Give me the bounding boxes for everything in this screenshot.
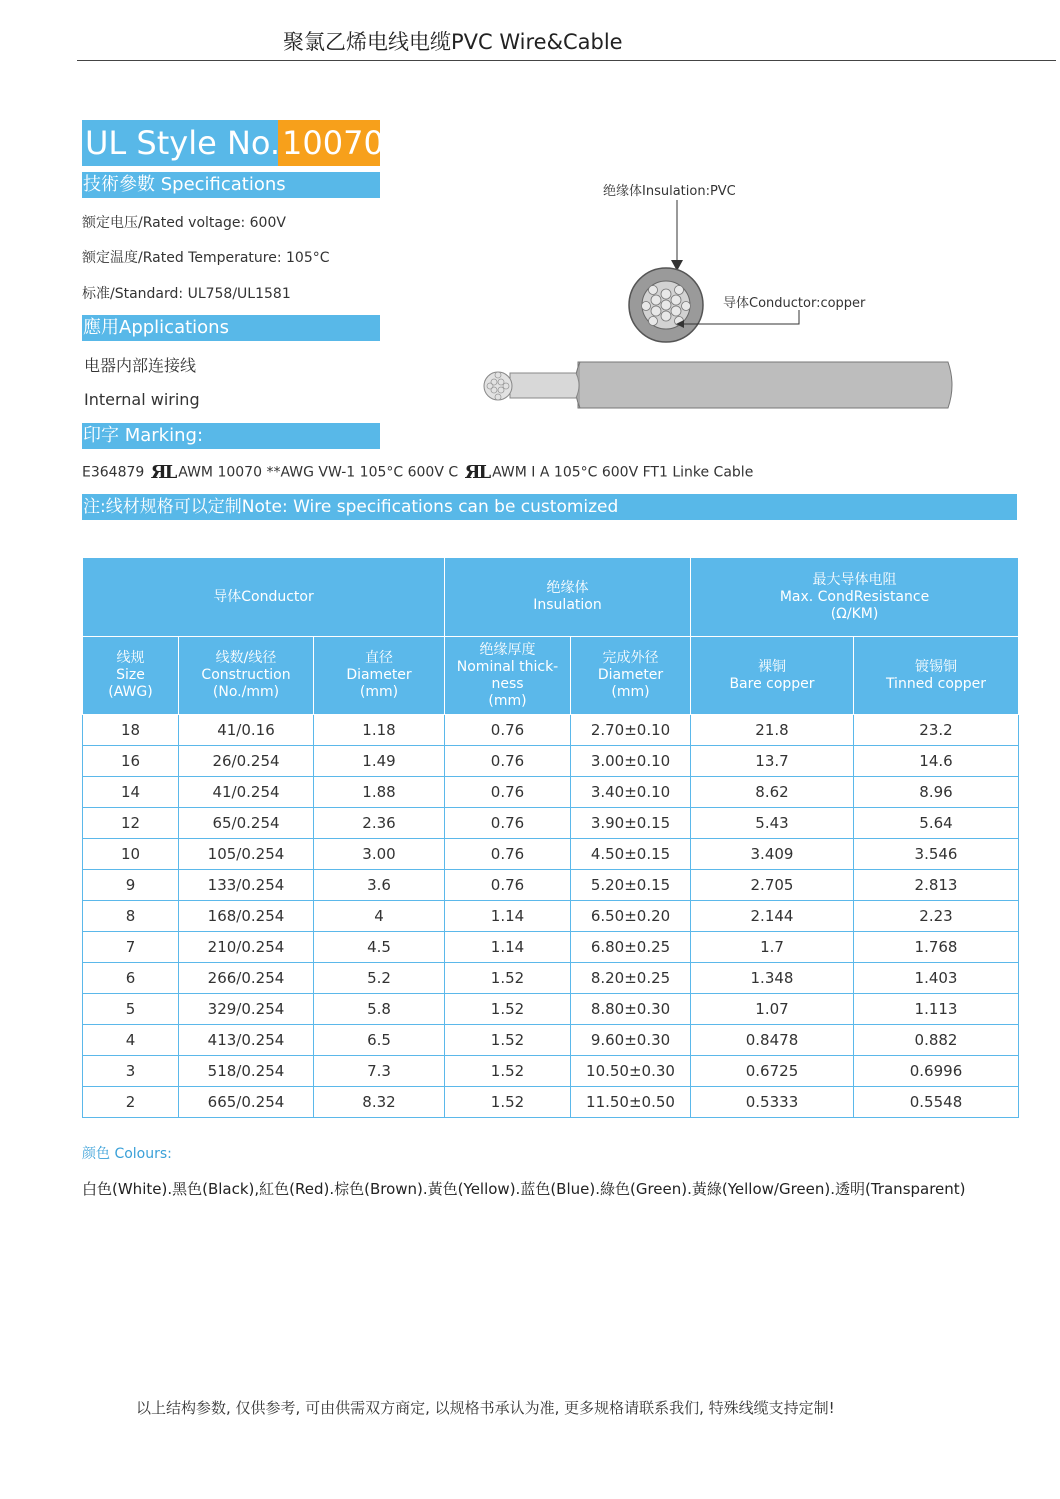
marking-part-3: AWM I A 105°C 600V FT1 Linke Cable	[492, 464, 754, 481]
specifications-heading: 技術參數 Specifications	[82, 172, 380, 198]
table-cell: 0.5333	[691, 1087, 854, 1118]
table-cell: 8	[83, 901, 179, 932]
table-cell: 168/0.254	[179, 901, 314, 932]
table-cell: 0.882	[854, 1025, 1019, 1056]
table-row	[83, 808, 1019, 839]
table-cell: 266/0.254	[179, 963, 314, 994]
product-style-number: 10070	[282, 124, 384, 162]
table-cell: 4	[83, 1025, 179, 1056]
conductor-strands-icon	[642, 286, 691, 326]
cable-diagram	[470, 170, 970, 420]
marking-heading: 印字 Marking:	[82, 423, 380, 449]
table-cell: 0.6996	[854, 1056, 1019, 1087]
table-cell: 5	[83, 994, 179, 1025]
table-cell: 2	[83, 1087, 179, 1118]
table-cell: 16	[83, 746, 179, 777]
marking-part-2: AWM 10070 **AWG VW-1 105°C 600V C	[178, 464, 459, 481]
table-cell: 8.32	[314, 1087, 445, 1118]
table-row	[83, 715, 1019, 746]
table-cell: 6.5	[314, 1025, 445, 1056]
table-cell: 0.76	[445, 715, 571, 746]
table-cell: 1.768	[854, 932, 1019, 963]
table-cell: 1.52	[445, 1025, 571, 1056]
table-cell: 9	[83, 870, 179, 901]
table-cell: 2.705	[691, 870, 854, 901]
table-cell: 13.7	[691, 746, 854, 777]
table-cell: 1.403	[854, 963, 1019, 994]
table-cell: 4.50±0.15	[571, 839, 691, 870]
ul-logo-icon: ЯL	[464, 462, 490, 483]
table-row	[83, 870, 1019, 901]
header-tinned-copper: 镀锡铜 Tinned copper	[854, 637, 1019, 715]
table-cell: 65/0.254	[179, 808, 314, 839]
header-divider	[77, 60, 1056, 61]
table-cell: 11.50±0.50	[571, 1087, 691, 1118]
table-cell: 133/0.254	[179, 870, 314, 901]
table-cell: 3.00±0.10	[571, 746, 691, 777]
table-cell: 8.62	[691, 777, 854, 808]
table-cell: 8.20±0.25	[571, 963, 691, 994]
customization-note: 注:线材规格可以定制Note: Wire specifications can be customized	[82, 494, 1017, 520]
standard: 标准/Standard: UL758/UL1581	[82, 286, 291, 302]
table-cell: 9.60±0.30	[571, 1025, 691, 1056]
table-cell: 5.64	[854, 808, 1019, 839]
table-cell: 12	[83, 808, 179, 839]
table-cell: 1.7	[691, 932, 854, 963]
header-outer-diameter: 完成外径 Diameter (mm)	[571, 637, 691, 715]
table-cell: 2.70±0.10	[571, 715, 691, 746]
header-max-resistance: 最大导体电阻 Max. CondResistance (Ω/KM)	[691, 558, 1019, 637]
table-cell: 5.43	[691, 808, 854, 839]
conductor-end-icon	[484, 372, 512, 400]
table-cell: 1.52	[445, 1087, 571, 1118]
table-row	[83, 1087, 1019, 1118]
marking-part-1: E364879	[82, 464, 145, 481]
table-cell: 413/0.254	[179, 1025, 314, 1056]
table-cell: 26/0.254	[179, 746, 314, 777]
table-cell: 4.5	[314, 932, 445, 963]
table-cell: 2.36	[314, 808, 445, 839]
table-row	[83, 777, 1019, 808]
header-diameter: 直径 Diameter (mm)	[314, 637, 445, 715]
page-header-title: 聚氯乙烯电线电缆PVC Wire&Cable	[283, 30, 623, 54]
header-thickness: 绝缘厚度 Nominal thick- ness (mm)	[445, 637, 571, 715]
table-cell: 1.52	[445, 963, 571, 994]
table-cell: 6	[83, 963, 179, 994]
table-cell: 0.76	[445, 839, 571, 870]
exposed-conductor	[510, 373, 579, 398]
header-construction: 线数/线径 Construction (No./mm)	[179, 637, 314, 715]
table-cell: 41/0.16	[179, 715, 314, 746]
table-row	[83, 1056, 1019, 1087]
header-conductor: 导体Conductor	[83, 558, 445, 637]
table-cell: 0.6725	[691, 1056, 854, 1087]
table-cell: 7	[83, 932, 179, 963]
table-cell: 3.40±0.10	[571, 777, 691, 808]
application-en: Internal wiring	[84, 390, 200, 409]
table-cell: 4	[314, 901, 445, 932]
header-size: 线规 Size (AWG)	[83, 637, 179, 715]
table-cell: 0.76	[445, 746, 571, 777]
table-cell: 14.6	[854, 746, 1019, 777]
table-cell: 210/0.254	[179, 932, 314, 963]
table-cell: 3.409	[691, 839, 854, 870]
table-cell: 2.144	[691, 901, 854, 932]
insulation-label: 绝缘体Insulation:PVC	[603, 184, 736, 199]
product-title-prefix: UL Style No.	[85, 124, 281, 162]
table-cell: 105/0.254	[179, 839, 314, 870]
table-cell: 518/0.254	[179, 1056, 314, 1087]
table-row	[83, 746, 1019, 777]
table-cell: 1.88	[314, 777, 445, 808]
table-cell: 1.14	[445, 901, 571, 932]
table-cell: 665/0.254	[179, 1087, 314, 1118]
colours-heading: 颜色 Colours:	[82, 1146, 172, 1162]
table-cell: 0.8478	[691, 1025, 854, 1056]
table-cell: 23.2	[854, 715, 1019, 746]
table-cell: 8.80±0.30	[571, 994, 691, 1025]
table-cell: 1.52	[445, 994, 571, 1025]
specification-table	[82, 557, 1019, 1118]
table-cell: 14	[83, 777, 179, 808]
table-cell: 41/0.254	[179, 777, 314, 808]
table-cell: 10.50±0.30	[571, 1056, 691, 1087]
table-cell: 21.8	[691, 715, 854, 746]
table-cell: 5.8	[314, 994, 445, 1025]
table-cell: 5.20±0.15	[571, 870, 691, 901]
table-cell: 3.00	[314, 839, 445, 870]
conductor-label: 导体Conductor:copper	[723, 296, 866, 311]
table-cell: 1.18	[314, 715, 445, 746]
table-row	[83, 1025, 1019, 1056]
table-cell: 329/0.254	[179, 994, 314, 1025]
table-row	[83, 994, 1019, 1025]
table-cell: 3	[83, 1056, 179, 1087]
table-cell: 3.546	[854, 839, 1019, 870]
table-cell: 5.2	[314, 963, 445, 994]
table-cell: 3.6	[314, 870, 445, 901]
rated-voltage: 额定电压/Rated voltage: 600V	[82, 215, 286, 231]
table-cell: 7.3	[314, 1056, 445, 1087]
table-cell: 6.80±0.25	[571, 932, 691, 963]
table-cell: 1.348	[691, 963, 854, 994]
table-cell: 1.49	[314, 746, 445, 777]
table-row	[83, 839, 1019, 870]
colours-list: 白色(White).黑色(Black),紅色(Red).棕色(Brown).黃色(Yellow).蓝色(Blue).綠色(Green).黃綠(Yellow/Green).透明(Transparent)	[82, 1180, 966, 1198]
table-cell: 6.50±0.20	[571, 901, 691, 932]
table-cell: 0.76	[445, 870, 571, 901]
rated-temperature: 额定温度/Rated Temperature: 105°C	[82, 250, 330, 266]
table-cell: 2.23	[854, 901, 1019, 932]
table-cell: 1.52	[445, 1056, 571, 1087]
table-cell: 18	[83, 715, 179, 746]
table-row	[83, 932, 1019, 963]
table-cell: 0.5548	[854, 1087, 1019, 1118]
table-cell: 0.76	[445, 808, 571, 839]
table-cell: 1.07	[691, 994, 854, 1025]
applications-heading: 應用Applications	[82, 315, 380, 341]
cable-jacket	[578, 362, 952, 408]
marking-text	[82, 462, 753, 483]
header-bare-copper: 裸铜 Bare copper	[691, 637, 854, 715]
table-cell: 3.90±0.15	[571, 808, 691, 839]
table-cell: 1.14	[445, 932, 571, 963]
table-row	[83, 963, 1019, 994]
ul-logo-icon: ЯL	[150, 462, 176, 483]
table-cell: 2.813	[854, 870, 1019, 901]
table-cell: 10	[83, 839, 179, 870]
footer-note: 以上结构参数, 仅供参考, 可由供需双方商定, 以规格书承认为准, 更多规格请联系我们, 特殊线缆支持定制!	[136, 1399, 835, 1417]
table-cell: 0.76	[445, 777, 571, 808]
application-cn: 电器内部连接线	[84, 356, 197, 375]
table-cell: 8.96	[854, 777, 1019, 808]
table-row	[83, 901, 1019, 932]
table-cell: 1.113	[854, 994, 1019, 1025]
header-insulation: 绝缘体 Insulation	[445, 558, 691, 637]
